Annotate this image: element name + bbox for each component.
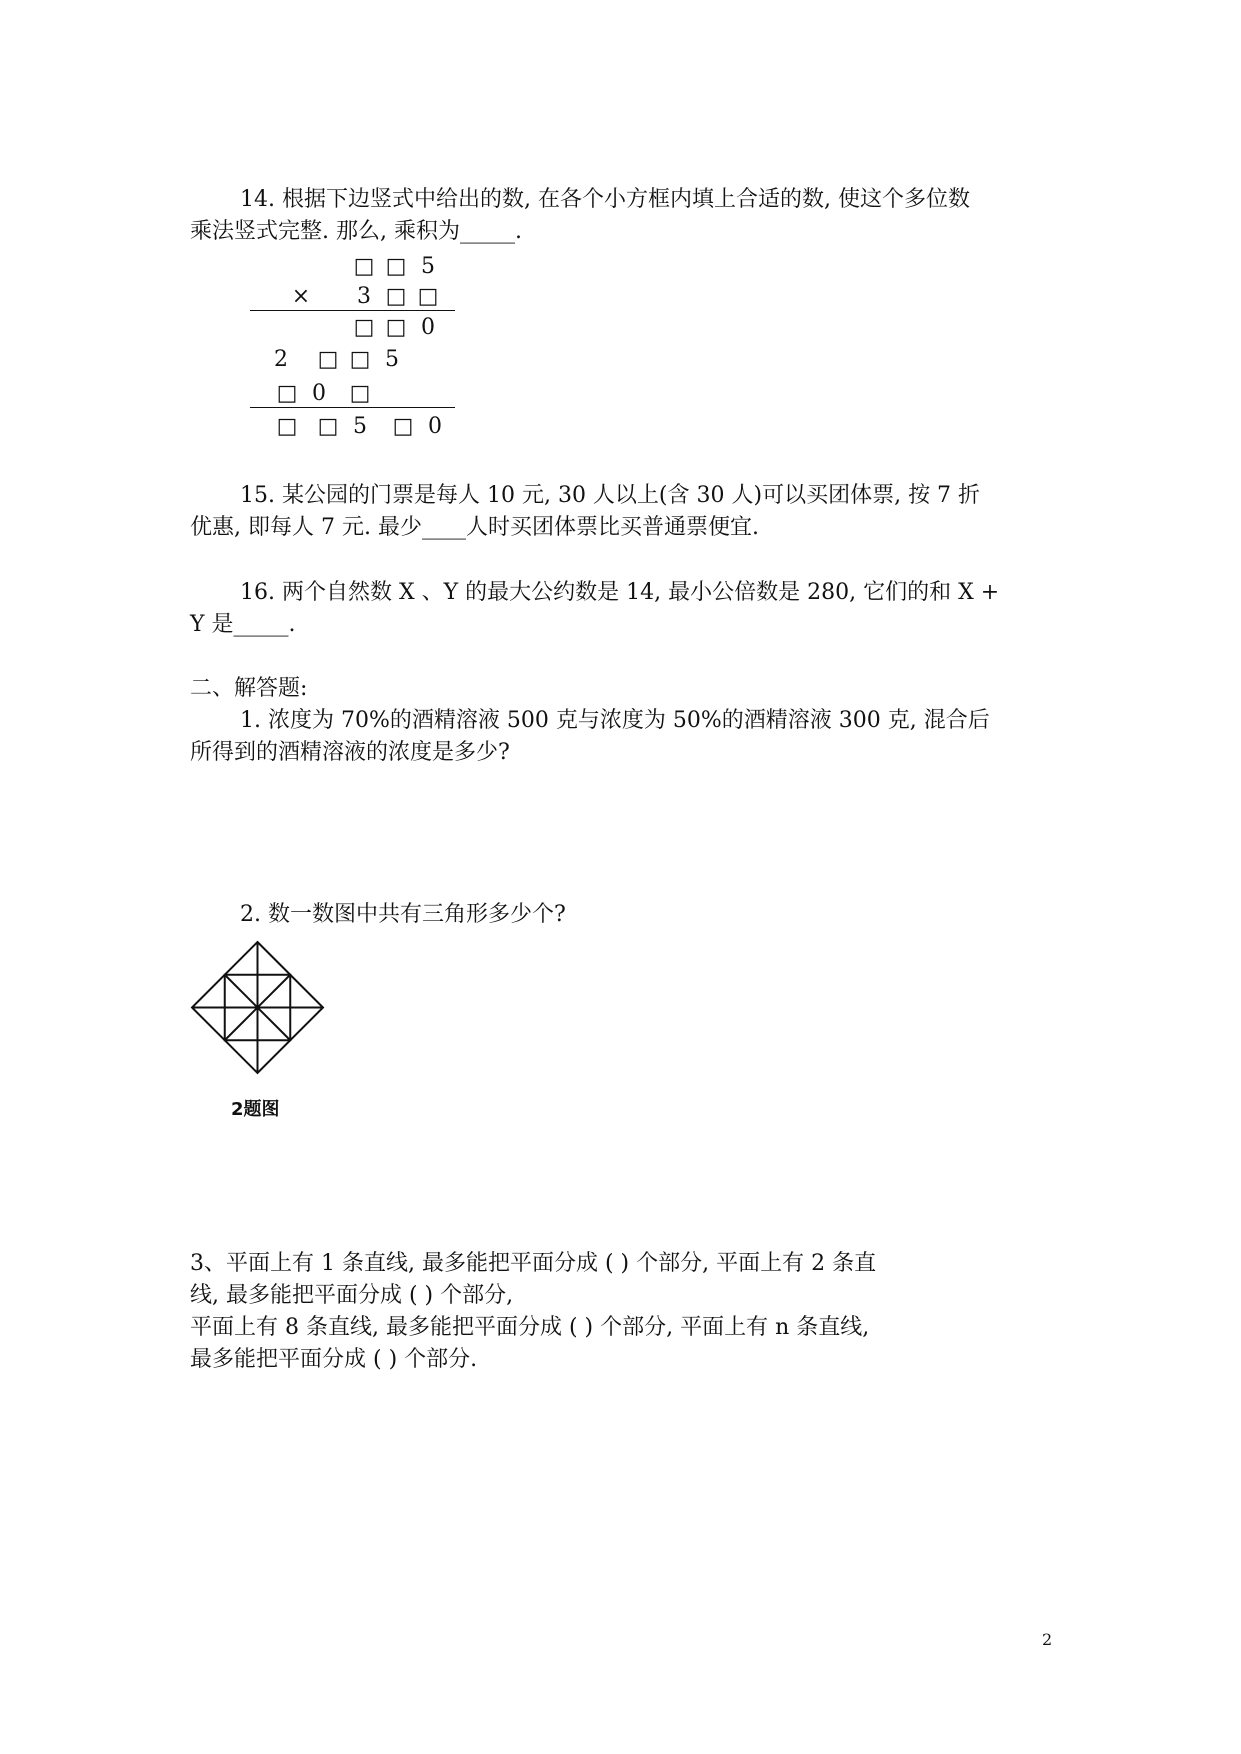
vm-r6-c4: □ (392, 414, 414, 439)
vm-r2-c3: □ (417, 284, 439, 309)
page-number: 2 (1042, 1630, 1053, 1649)
vm-r3-c3: 0 (421, 315, 435, 340)
vm-r4-c3: □ (349, 347, 371, 372)
triangle-figure (190, 940, 325, 1075)
q15-line2: 优惠, 即每人 7 元. 最少____人时买团体票比买普通票便宜. (190, 515, 759, 540)
vm-r4-c2: □ (317, 347, 339, 372)
vm-r1-c3: 5 (421, 254, 435, 279)
vm-r3-c1: □ (353, 315, 375, 340)
q16-line1: 16. 两个自然数 X 、Y 的最大公约数是 14, 最小公倍数是 280, 它们的和 X + (240, 580, 1000, 605)
figure-caption: 2题图 (231, 1099, 280, 1120)
vm-rule-2 (250, 407, 455, 408)
vm-times-sign: × (291, 284, 311, 309)
vm-r5-c1: □ (276, 381, 298, 406)
vm-rule-1 (250, 310, 455, 311)
q16-line2: Y 是_____. (190, 612, 296, 637)
vm-r6-c3: 5 (353, 414, 367, 439)
vm-r2-c2: □ (385, 284, 407, 309)
section2-heading: 二、解答题: (190, 676, 308, 701)
p3-line2: 线, 最多能把平面分成 ( ) 个部分, (190, 1283, 514, 1308)
vm-r6-c2: □ (317, 414, 339, 439)
p3-line4: 最多能把平面分成 ( ) 个部分. (190, 1347, 478, 1372)
q15-line1: 15. 某公园的门票是每人 10 元, 30 人以上(含 30 人)可以买团体票, 按 7 折 (240, 483, 981, 508)
vm-r1-c1: □ (353, 254, 375, 279)
vm-r5-c3: □ (349, 381, 371, 406)
vm-r6-c1: □ (276, 414, 298, 439)
vm-r5-c2: 0 (312, 381, 326, 406)
p1-line1: 1. 浓度为 70%的酒精溶液 500 克与浓度为 50%的酒精溶液 300 克, 混合后 (240, 708, 990, 733)
vm-r3-c2: □ (385, 315, 407, 340)
vm-r1-c2: □ (385, 254, 407, 279)
p2-text: 2. 数一数图中共有三角形多少个? (240, 902, 566, 927)
q14-line2: 乘法竖式完整. 那么, 乘积为_____. (190, 219, 522, 244)
p3-line1: 3、平面上有 1 条直线, 最多能把平面分成 ( ) 个部分, 平面上有 2 条直 (190, 1251, 877, 1276)
vm-r6-c5: 0 (428, 414, 442, 439)
p3-line3: 平面上有 8 条直线, 最多能把平面分成 ( ) 个部分, 平面上有 n 条直线, (190, 1315, 870, 1340)
p1-line2: 所得到的酒精溶液的浓度是多少? (190, 740, 510, 765)
vm-r4-c1: 2 (274, 347, 288, 372)
vm-r2-c1: 3 (357, 284, 371, 309)
vm-r4-c4: 5 (385, 347, 399, 372)
q14-line1: 14. 根据下边竖式中给出的数, 在各个小方框内填上合适的数, 使这个多位数 (240, 187, 970, 212)
